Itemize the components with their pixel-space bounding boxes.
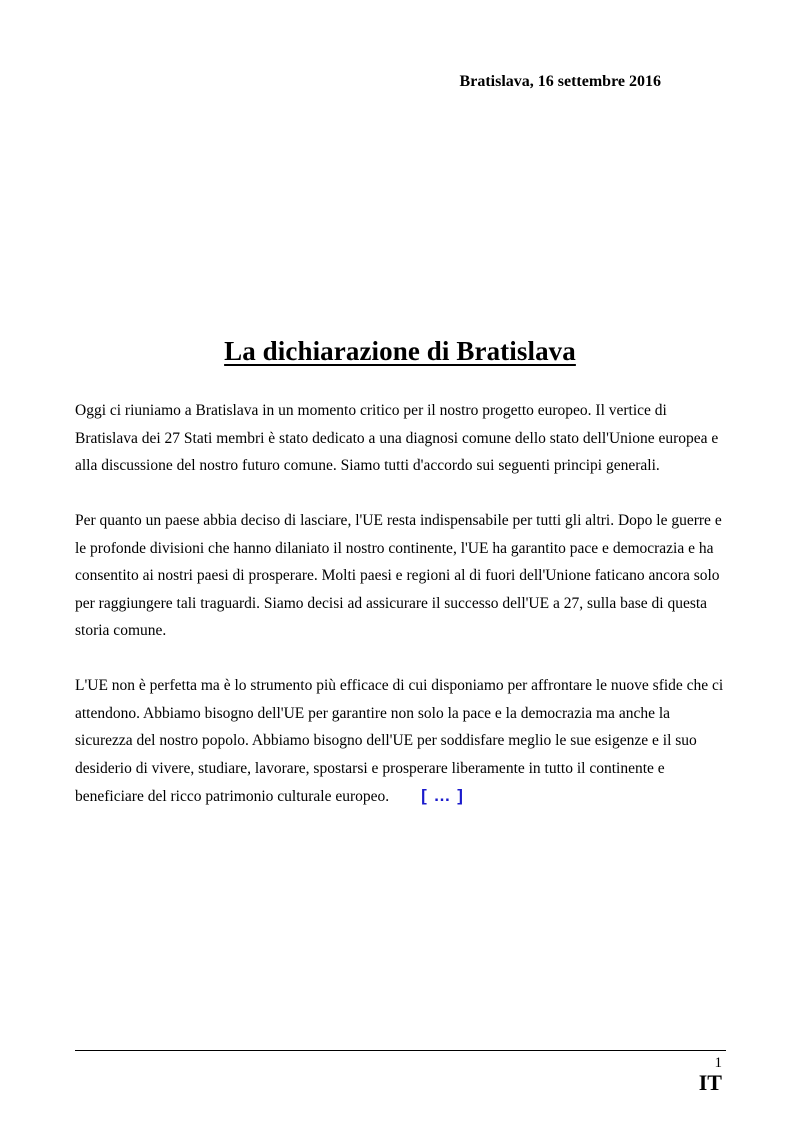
paragraph-intro [75, 397, 725, 480]
paragraph-text: L'UE non è perfetta ma è lo strumento più efficace di cui disponiamo per affrontare le nuove sfide che ci attendono. Abbiamo bisogno dell'UE per garantire non solo la pace e la democrazia ma anche la sicurezza del nostro popolo. Abbiamo bisogno dell'UE per soddisfare meglio le sue esigenze e il suo desiderio di vivere, studiare, lavorare, spostarsi e prosperare liberamente in tutto il continente e beneficiare del ricco patrimonio culturale europeo. [75, 677, 724, 805]
paragraph-eu-indispensable [75, 507, 725, 645]
page-number: 1 [714, 1055, 722, 1071]
document-body [75, 397, 725, 838]
document-title: La dichiarazione di Bratislava [224, 336, 576, 366]
paragraph-text: Oggi ci riuniamo a Bratislava in un momento critico per il nostro progetto europeo. Il vertice di Bratislava dei 27 Stati membri è stato dedicato a una diagnosi comune dello stato dell'Unione europea e alla discussione del nostro futuro comune. Siamo tutti d'accordo sui seguenti principi generali. [75, 402, 719, 474]
dateline: Bratislava, 16 settembre 2016 [459, 73, 661, 90]
footer-divider [75, 1050, 726, 1051]
language-code: IT [698, 1070, 722, 1095]
paragraph-eu-not-perfect [75, 672, 725, 811]
paragraph-text: Per quanto un paese abbia deciso di lasciare, l'UE resta indispensabile per tutti gli altri. Dopo le guerre e le profonde divisioni che hanno dilaniato il nostro continente, l'UE ha garantito pace e democrazia e ha consentito ai nostri paesi di prosperare. Molti paesi e regioni al di fuori dell'Unione faticano ancora solo per raggiungere tali traguardi. Siamo decisi ad assicurare il successo dell'UE a 27, sulla base di questa storia comune. [75, 512, 722, 639]
ellipsis-marker: [ … ] [421, 786, 464, 805]
